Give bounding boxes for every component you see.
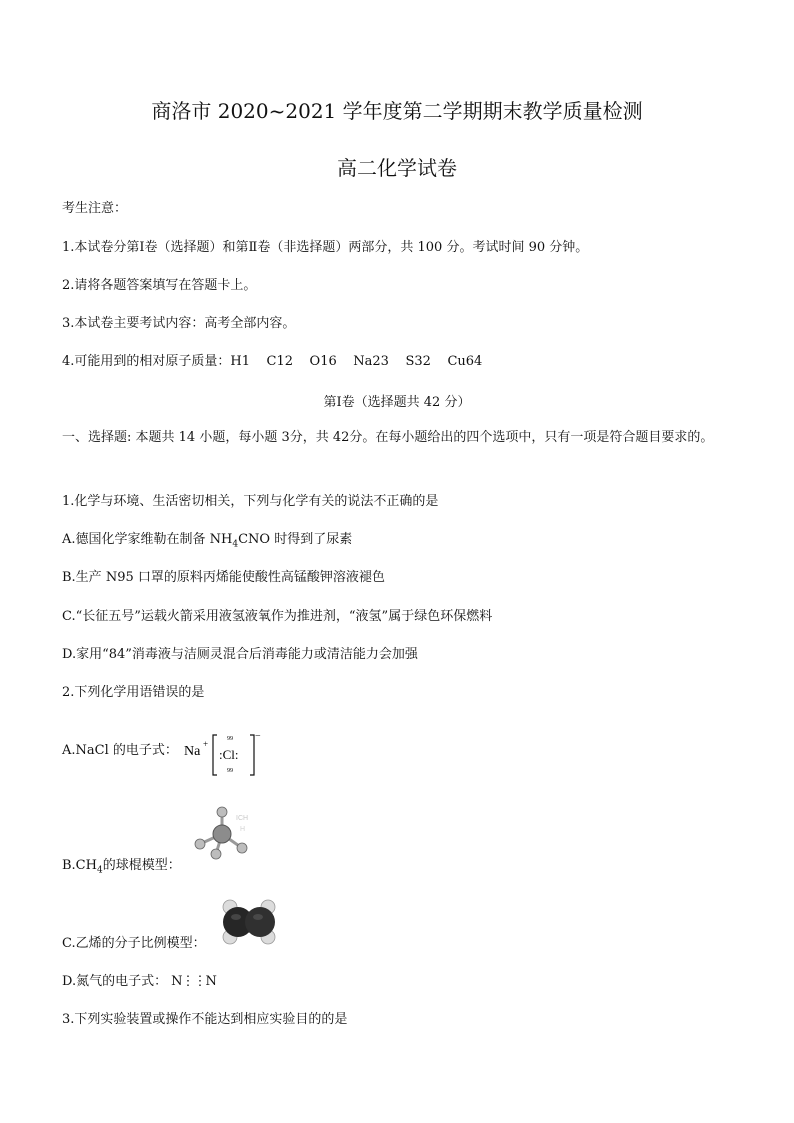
question-1-option-b: B.生产 N95 口罩的原料丙烯能使酸性高锰酸钾溶液褪色 [62,570,385,585]
ch4-ball-stick-model [186,804,270,866]
nacl-formula-graphic [184,730,274,780]
question-2-option-b: $B.CH_4$的球棍模型： [62,858,181,876]
cl-charge: − [255,731,261,742]
carbon-atom [213,825,231,843]
question-1-stem: 1.化学与环境、生活密切相关，下列与化学有关的说法不正确的是 [62,494,439,509]
notice-item: 1.本试卷分第Ⅰ卷（选择题）和第Ⅱ卷（非选择题）两部分，共 100 分。考试时间 90 分钟。 [62,240,589,255]
na-charge: + [203,739,209,749]
question-1-option-c: C.“长征五号”运载火箭采用液氢液氧作为推进剂，“液氢”属于绿色环保燃料 [62,609,493,624]
cl-bottom-dots: 99 [227,768,233,774]
notice-heading: 考生注意： [62,201,128,216]
right-bracket [250,735,254,775]
n2-electron-formula: N⋮⋮N [171,974,216,989]
left-bracket [213,735,217,775]
faint-watermark-mark: ICH [236,815,249,822]
question-2-option-a: A.NaCl 的电子式： [62,743,178,758]
cl-symbol: :Cl: [219,747,239,762]
question-2-option-c: C.乙烯的分子比例模型： [62,936,206,951]
notice-item: 2.请将各题答案填写在答题卡上。 [62,278,257,293]
exam-title: 商洛市 2020~2021 学年度第二学期期末教学质量检测 [151,99,643,123]
question-2-stem: 2.下列化学用语错误的是 [62,685,205,700]
na-symbol: Na [184,744,201,759]
hydrogen-atom [195,839,205,849]
faint-watermark-mark: H [240,826,246,833]
section-heading: 第Ⅰ卷（选择题共 42 分） [323,395,471,410]
ch4-model-graphic [186,804,270,866]
question-3-stem: 3.下列实验装置或操作不能达到相应实验目的的是 [62,1012,348,1027]
hydrogen-atom [237,843,247,853]
hydrogen-atom [217,807,227,817]
exam-subtitle: 高二化学试卷 [337,156,457,180]
notice-item: 4.可能用到的相对原子质量：H1 C12 O16 Na23 S32 Cu64 [62,354,483,369]
question-1-option-a: A.德国化学家维勒在制备 $NH_4CNO$ 时得到了尿素 [62,532,353,550]
hydrogen-atom [211,849,221,859]
ethylene-model-graphic [214,893,284,951]
part-intro: 一、选择题: 本题共 14 小题，每小题 3分，共 42分。在每小题给出的四个选项中，只有一项是符合题目要求的。 [62,430,714,445]
question-1-option-d: D.家用“84”消毒液与洁厕灵混合后消毒能力或清洁能力会加强 [62,647,418,662]
cl-top-dots: 99 [227,736,233,742]
nacl-electron-formula [184,730,274,780]
carbon-atom [245,907,275,937]
notice-item: 3.本试卷主要考试内容：高考全部内容。 [62,316,296,331]
question-2-option-d: D.氮气的电子式： N⋮⋮N [62,974,216,989]
ethylene-space-filling-model [214,893,284,951]
